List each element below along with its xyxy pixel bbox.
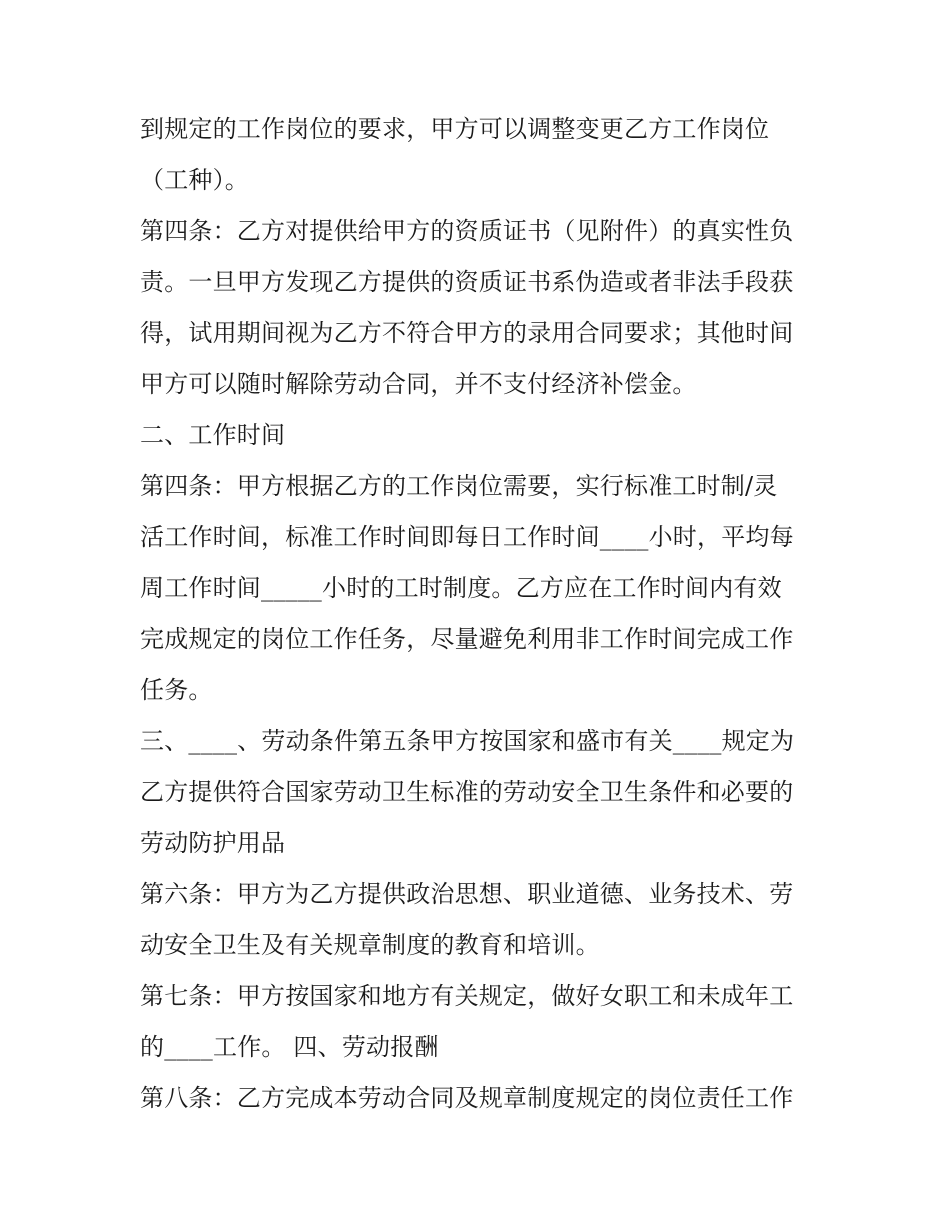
text-line: 动安全卫生及有关规章制度的教育和培训。 [140, 931, 600, 959]
text-line: 第四条：甲方根据乙方的工作岗位需要，实行标准工时制/灵 [140, 472, 778, 500]
text-line: 第四条：乙方对提供给甲方的资质证书（见附件）的真实性负 [140, 217, 794, 245]
text-line: 完成规定的岗位工作任务，尽量避免利用非工作时间完成工作 [140, 625, 794, 653]
text-line: 得，试用期间视为乙方不符合甲方的录用合同要求；其他时间 [140, 319, 794, 347]
document-body [140, 104, 820, 1124]
text-line: 第八条：乙方完成本劳动合同及规章制度规定的岗位责任工作 [140, 1084, 794, 1112]
text-line: 责。一旦甲方发现乙方提供的资质证书系伪造或者非法手段获 [140, 268, 794, 296]
text-line: 乙方提供符合国家劳动卫生标准的劳动安全卫生条件和必要的 [140, 778, 794, 806]
text-line: 任务。 [140, 676, 213, 704]
section-heading: 二、工作时间 [140, 421, 286, 449]
text-line: 到规定的工作岗位的要求，甲方可以调整变更乙方工作岗位 [140, 115, 770, 143]
text-line: 第六条：甲方为乙方提供政治思想、职业道德、业务技术、劳 [140, 880, 794, 908]
text-line: 三、____、劳动条件第五条甲方按国家和盛市有关____规定为 [140, 727, 795, 755]
text-line: 劳动防护用品 [140, 829, 286, 857]
text-line: 活工作时间，标准工作时间即每日工作时间____小时，平均每 [140, 523, 794, 551]
text-line: 的____工作。 四、劳动报酬 [140, 1033, 439, 1061]
text-line: 周工作时间_____小时的工时制度。乙方应在工作时间内有效 [140, 574, 782, 602]
text-line: （工种）。 [140, 166, 249, 194]
text-line: 第七条：甲方按国家和地方有关规定，做好女职工和未成年工 [140, 982, 794, 1010]
text-line: 甲方可以随时解除劳动合同，并不支付经济补偿金。 [140, 370, 697, 398]
